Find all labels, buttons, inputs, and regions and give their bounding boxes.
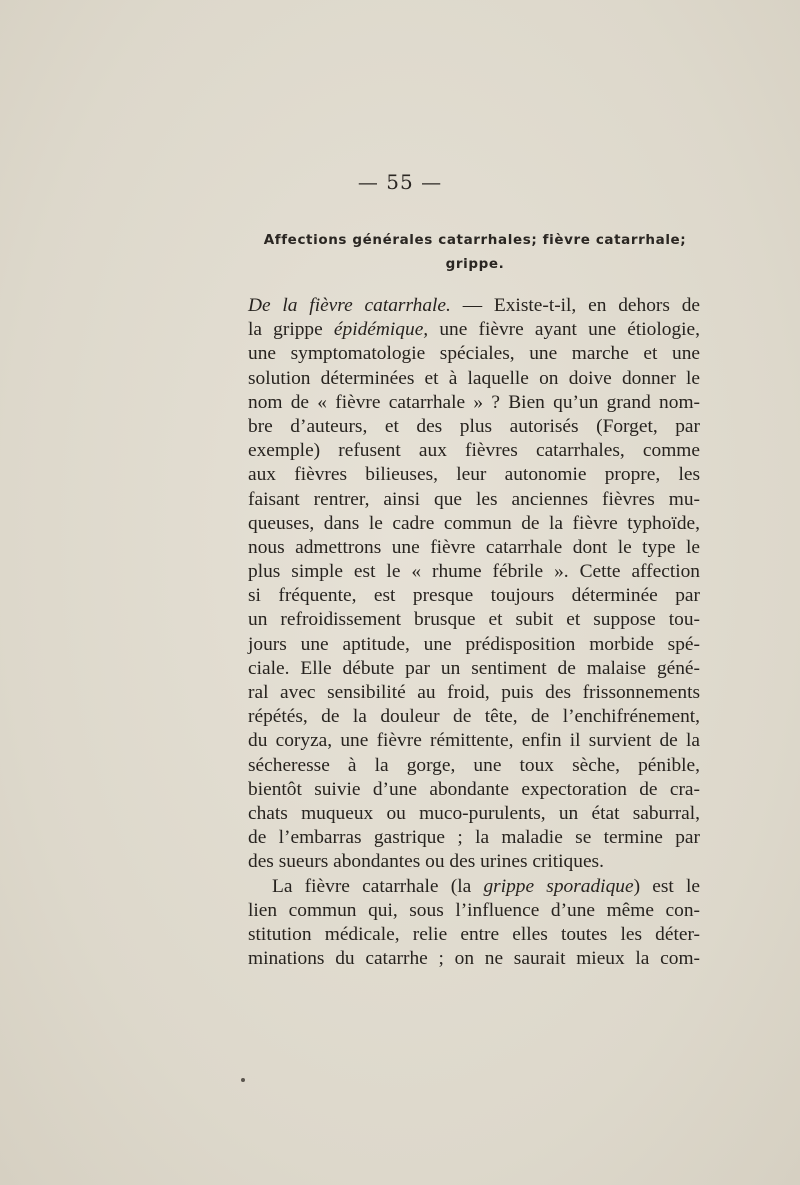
- text-line: répétés, de la douleur de tête, de l’enchifrénement,: [248, 706, 700, 728]
- section-heading-line-2: grippe.: [445, 256, 505, 272]
- text-line: plus simple est le « rhume fébrile ». Cette affection: [248, 561, 700, 583]
- body-text: [248, 294, 700, 971]
- text-line: exemple) refusent aux fièvres catarrhales, comme: [248, 440, 700, 462]
- text-line: une symptomatologie spéciales, une marche et une: [248, 343, 700, 365]
- text-line: sécheresse à la gorge, une toux sèche, pénible,: [248, 754, 700, 776]
- text-line: ral avec sensibilité au froid, puis des frissonnements: [248, 682, 700, 703]
- text-line: nous admettrons une fièvre catarrhale dont le type le: [248, 536, 700, 558]
- text-line: lien commun qui, sous l’influence d’une même con-: [248, 899, 700, 921]
- text-line: des sueurs abondantes ou des urines critiques.: [248, 851, 604, 873]
- text-line: de l’embarras gastrique ; la maladie se termine par: [248, 827, 700, 849]
- subsection-title: De la fièvre catarrhale.: [248, 295, 451, 316]
- text-line: chats muqueux ou muco-purulents, un état saburral,: [248, 802, 700, 824]
- text-line: si fréquente, est presque toujours déterminée par: [248, 585, 700, 607]
- text-line: ciale. Elle débute par un sentiment de malaise géné-: [248, 657, 700, 679]
- text-line: solution déterminées et à laquelle on doive donner le: [248, 367, 700, 389]
- text-line: un refroidissement brusque et subit et suppose tou-: [248, 609, 700, 631]
- text-line: aux fièvres bilieuses, leur autonomie propre, les: [248, 464, 700, 486]
- ink-speck: [241, 1078, 245, 1082]
- section-heading-line-1: Affections générales catarrhales; fièvre catarrhale;: [263, 232, 687, 248]
- text-line: La fièvre catarrhale (la grippe sporadique) est le: [272, 875, 701, 897]
- text-line: faisant rentrer, ainsi que les anciennes fièvres mu-: [248, 488, 700, 510]
- page-number: — 55 —: [357, 170, 443, 194]
- text-line: stitution médicale, relie entre elles toutes les déter-: [248, 923, 700, 945]
- text-line: jours une aptitude, une prédisposition morbide spé-: [248, 633, 700, 655]
- text-line: De la fièvre catarrhale. — Existe-t-il, en dehors de: [248, 295, 700, 316]
- text-line: la grippe épidémique, une fièvre ayant une étiologie,: [248, 319, 700, 341]
- text-line: du coryza, une fièvre rémittente, enfin il survient de la: [248, 730, 700, 752]
- section-heading: [240, 228, 710, 276]
- text-line: bre d’auteurs, et des plus autorisés (Forget, par: [248, 415, 700, 437]
- text-line: queuses, dans le cadre commun de la fièvre typhoïde,: [248, 512, 700, 534]
- text-line: bientôt suivie d’une abondante expectoration de cra-: [248, 778, 700, 800]
- text-line: nom de « fièvre catarrhale » ? Bien qu’un grand nom-: [248, 391, 700, 413]
- text-line: minations du catarrhe ; on ne saurait mieux la com-: [248, 948, 700, 970]
